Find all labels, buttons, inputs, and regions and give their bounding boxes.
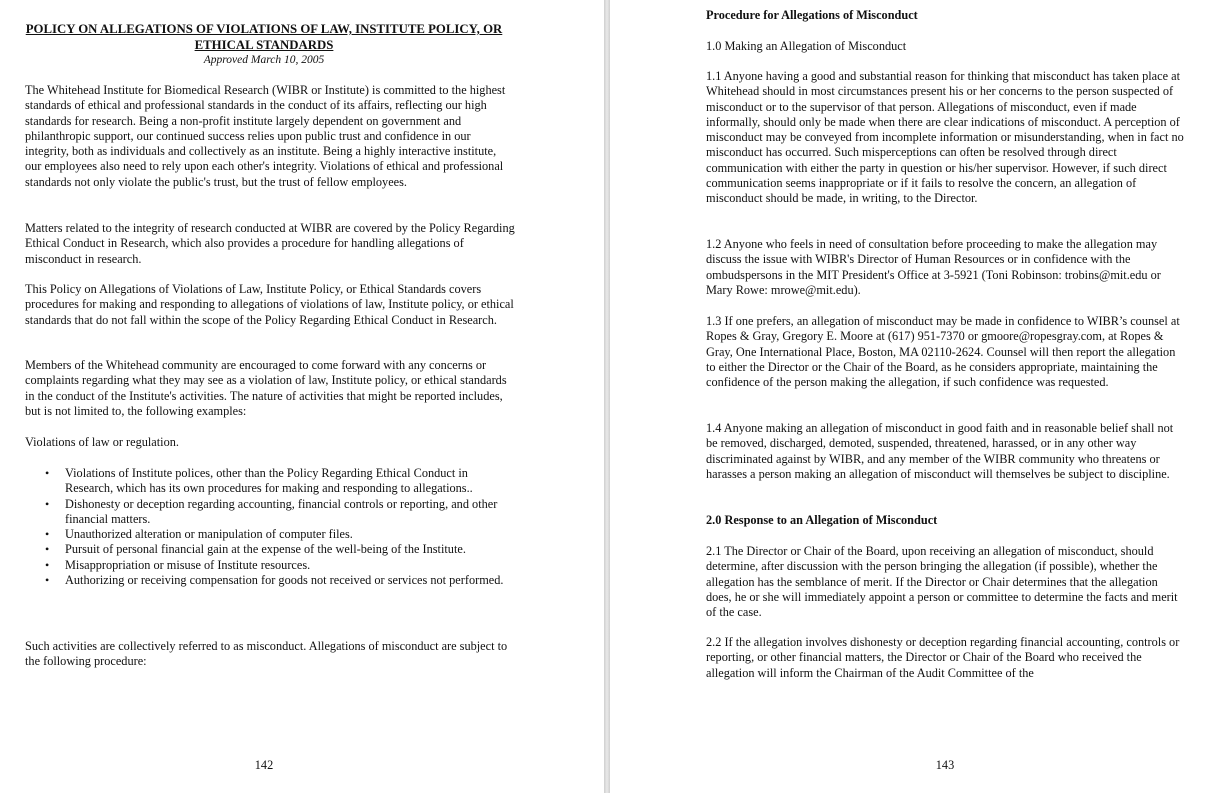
paragraph-1-2: 1.2 Anyone who feels in need of consultation before proceeding to make the allegation may discuss the issue with WIBR's Director of Human Resources or in confidence with the ombudspersons in the MIT President's Office at 3-5921 (Toni Robinson: trobins@mit.edu or Mary Rowe: mrowe@mit.edu). [706,237,1161,297]
paragraph-1-3: 1.3 If one prefers, an allegation of misconduct may be made in confidence to WIBR’s counsel at Ropes & Gray, Gregory E. Moore at (617) 951-7370 or gmoore@ropesgray.com, at Ropes & Gray, One International Place, Boston, MA 02110-2624. Counsel will then report the allegation to either the Director or the Chair of the Board, as he considers appropriate, maintaining the confidence of the person making the allegation, if such confidence was requested. [706,314,1180,390]
list-item: • Pursuit of personal financial gain at the expense of the well-being of the Institute. [25,542,515,557]
paragraph-2-2: 2.2 If the allegation involves dishonesty or deception regarding financial accounting, controls or reporting, or other financial matters, the Director or Chair of the Board who received the allegation will inform the Chairman of the Audit Committee of the [706,635,1180,680]
list-item: • Unauthorized alteration or manipulation of computer files. [25,527,515,542]
page-number: 143 [935,758,955,772]
section-1-heading: 1.0 Making an Allegation of Misconduct [706,39,907,53]
paragraph-1-1: 1.1 Anyone having a good and substantial reason for thinking that misconduct has taken place at Whitehead should in most circumstances present his or her concerns to the person suspected of misconduct or to the supervisor of that person. Allegations of misconduct, even if made informally, should only be made when there are clear indications of misconduct. A perception of misconduct may be conveyed from incomplete information or misunderstanding, when in fact no misconduct has occurred. Such misperceptions can often be resolved through direct communication with either the party in question or his/her supervisor. However, if such direct communication seems inappropriate or if it fails to resolve the concern, an allegation of misconduct should be made, in writing, to the Director. [706,69,1184,206]
misconduct-examples-list [25,466,515,588]
paragraph-1-4: 1.4 Anyone making an allegation of misconduct in good faith and in reasonable belief shall not be removed, discharged, demoted, suspended, threatened, harassed, or in any other way discriminated against by WIBR, and any member of the WIBR community who threatens or harasses a person making an allegation of misconduct will themselves be subject to discipline. [706,421,1174,481]
section-2-heading: 2.0 Response to an Allegation of Misconduct [706,513,938,527]
page-number: 142 [254,758,274,772]
procedure-heading: Procedure for Allegations of Misconduct [706,8,918,22]
list-item: • Dishonesty or deception regarding accounting, financial controls or reporting, and other financial matters. [25,497,515,528]
list-item: • Violations of Institute polices, other than the Policy Regarding Ethical Conduct in Research, which has its own procedures for making and responding to allegations.. [25,466,515,497]
closing-paragraph: Such activities are collectively referred to as misconduct. Allegations of misconduct are subject to the following procedure: [25,639,508,669]
policy-title: POLICY ON ALLEGATIONS OF VIOLATIONS OF LAW, INSTITUTE POLICY, OR ETHICAL STANDARDS [25,22,503,52]
scope-paragraph: This Policy on Allegations of Violations of Law, Institute Policy, or Ethical Standards covers procedures for making and responding to allegations of violations of law, Institute policy, or ethical standards that do not fall within the scope of the Policy Regarding Ethical Conduct in Research. [25,282,514,327]
list-item: • Misappropriation or misuse of Institute resources. [25,558,515,573]
approved-date: Approved March 10, 2005 [203,54,325,66]
left-page [0,0,604,793]
list-item: • Authorizing or receiving compensation for goods not received or services not performed. [25,573,515,588]
paragraph-2-1: 2.1 The Director or Chair of the Board, upon receiving an allegation of misconduct, should determine, after discussion with the person bringing the allegation (if possible), whether the allegation has the semblance of merit. If the Director or Chair determines that the allegation does, he or she will immediately appoint a person or committee to determine the facts and merit of the case. [706,544,1178,620]
right-page [610,0,1229,793]
community-paragraph: Members of the Whitehead community are encouraged to come forward with any concerns or complaints regarding what they may see as a violation of law, Institute policy, or ethical standards in the conduct of the Institute's activities. The nature of activities that might be reported includes, but is not limited to, the following examples: [25,358,507,418]
intro-paragraph: The Whitehead Institute for Biomedical Research (WIBR or Institute) is committed to the highest standards of ethical and professional standards in the conduct of its affairs, reflecting our high standards for research. Being a non-profit institute largely dependent on government and philanthropic support, our continued success relies upon public trust and confidence in our integrity, both as individuals and collectively as an institute. Being a highly interactive institute, our employees also need to rely upon each other's integrity. Violations of ethical and professional standards not only violate the public's trust, but the trust of fellow employees. [25,83,506,189]
violations-line: Violations of law or regulation. [25,435,179,449]
research-paragraph: Matters related to the integrity of research conducted at WIBR are covered by the Policy Regarding Ethical Conduct in Research, which also provides a procedure for handling allegations of misconduct in research. [25,221,515,266]
